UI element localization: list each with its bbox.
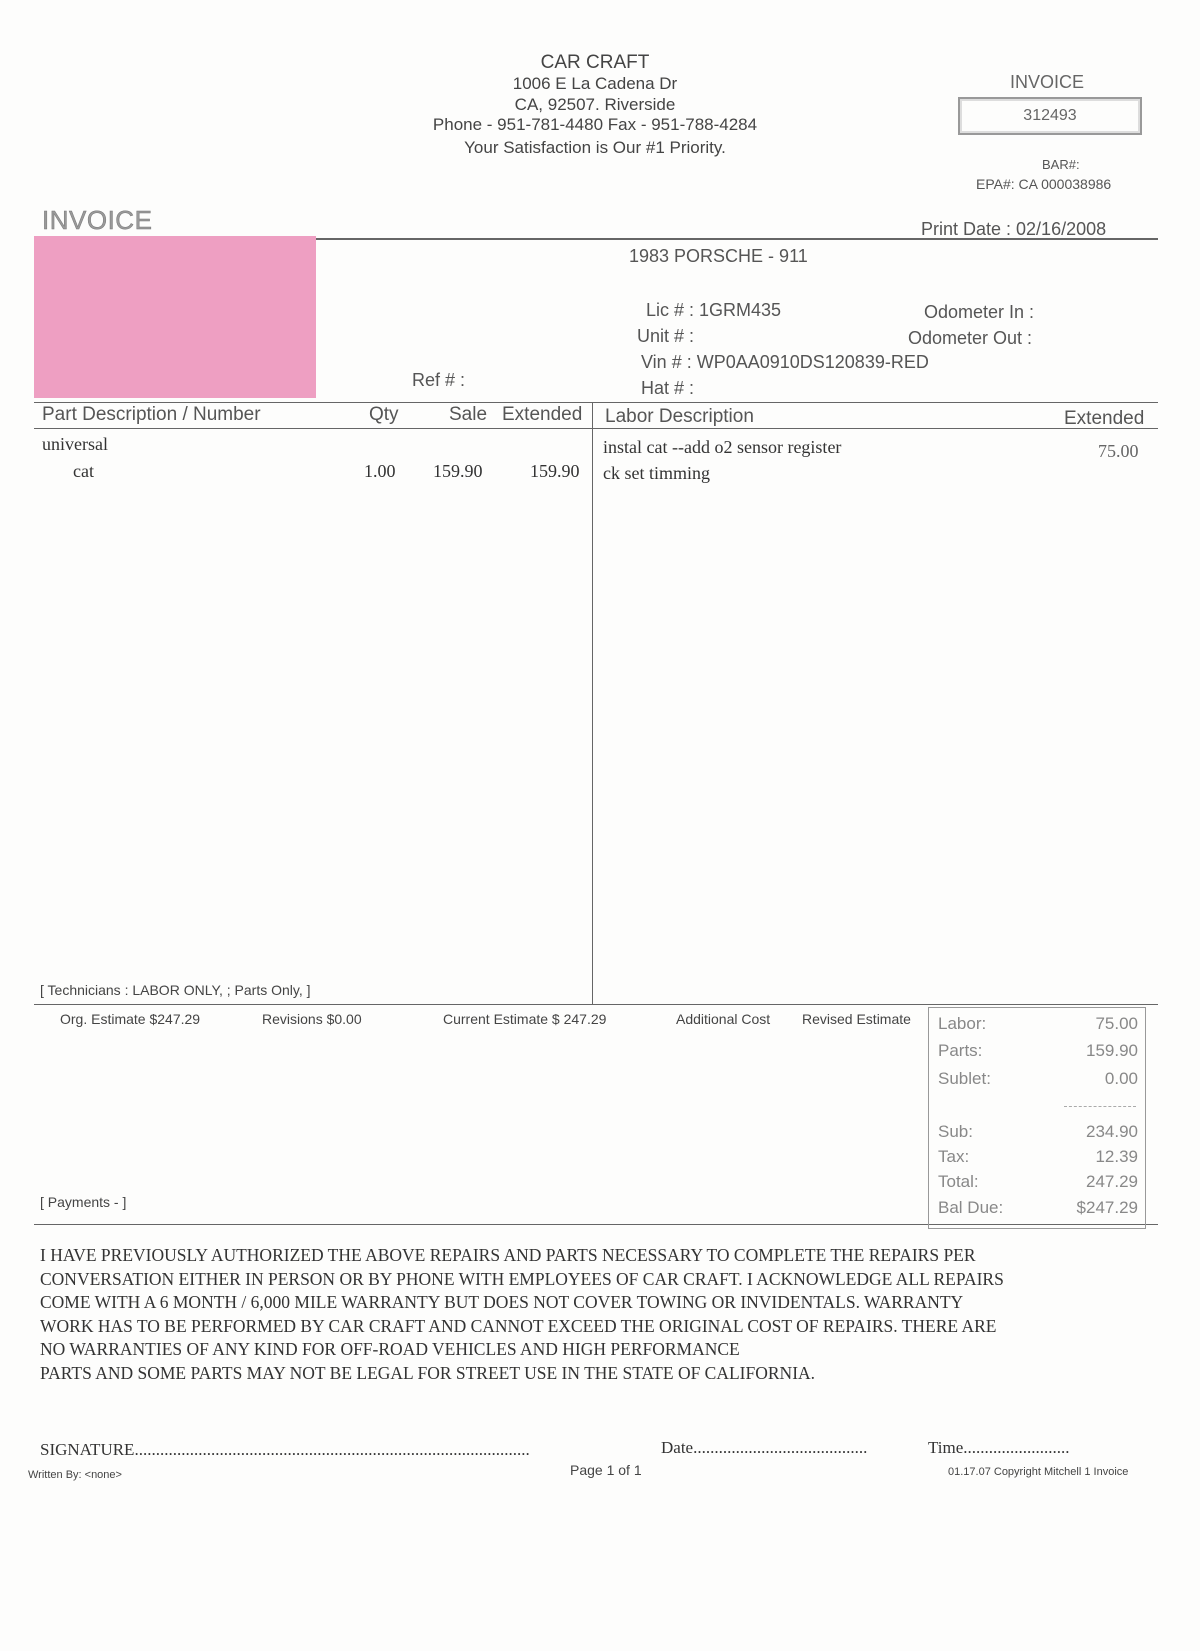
hat-number: Hat # : <box>641 378 695 398</box>
part-description-line-1: universal <box>42 434 108 454</box>
warranty-line: NO WARRANTIES OF ANY KIND FOR OFF-ROAD VEHICLES AND HIGH PERFORMANCE <box>40 1339 740 1359</box>
table-header-bottom-rule <box>34 428 1158 429</box>
labor-header-description: Labor Description <box>605 406 754 427</box>
company-name: CAR CRAFT <box>540 52 650 73</box>
company-slogan: Your Satisfaction is Our #1 Priority. <box>464 138 726 157</box>
parts-labor-divider <box>592 402 593 1004</box>
unit-number: Unit # : <box>637 326 695 346</box>
org-estimate: Org. Estimate $247.29 <box>60 1011 201 1027</box>
part-description-line-2: cat <box>73 461 94 481</box>
print-date: Print Date : 02/16/2008 <box>921 219 1107 239</box>
payments-note: [ Payments - ] <box>40 1194 127 1210</box>
tax-label: Tax: <box>938 1147 970 1166</box>
labor-description-line-2: ck set timming <box>603 463 710 483</box>
subtotal-divider <box>1064 1106 1136 1107</box>
parts-header-description: Part Description / Number <box>42 404 261 425</box>
redacted-customer-info <box>34 236 316 398</box>
table-header-top-rule <box>34 402 1158 403</box>
invoice-label-left: INVOICE <box>42 205 153 235</box>
warranty-line: WORK HAS TO BE PERFORMED BY CAR CRAFT AND CANNOT EXCEED THE ORIGINAL COST OF REPAIRS. THERE ARE <box>40 1315 997 1336</box>
signature-line: SIGNATURE............................................................................................. <box>40 1440 530 1459</box>
invoice-number: 312493 <box>1023 107 1077 124</box>
company-address-line-2: CA, 92507. Riverside <box>514 95 676 114</box>
additional-cost: Additional Cost <box>676 1011 771 1027</box>
labor-total-label: Labor: <box>938 1014 987 1033</box>
written-by: Written By: <none> <box>28 1469 122 1481</box>
balance-due: $247.29 <box>1076 1198 1138 1217</box>
labor-extended: 75.00 <box>1098 441 1139 461</box>
sub-total-label: Sub: <box>938 1122 973 1141</box>
vin-number: Vin # : WP0AA0910DS120839-RED <box>641 352 929 372</box>
labor-description-line-1: instal cat --add o2 sensor register <box>603 437 842 457</box>
part-qty: 1.00 <box>364 461 396 481</box>
company-address-line-1: 1006 E La Cadena Dr <box>512 74 678 93</box>
warranty-text <box>40 1244 1150 1385</box>
invoice-label-right: INVOICE <box>1010 72 1085 92</box>
tax-total: 12.39 <box>1095 1147 1138 1166</box>
part-extended: 159.90 <box>530 461 580 481</box>
part-sale: 159.90 <box>433 461 483 481</box>
parts-total-label: Parts: <box>938 1041 983 1060</box>
company-contact: Phone - 951-781-4480 Fax - 951-788-4284 <box>432 115 758 134</box>
warranty-line: CONVERSATION EITHER IN PERSON OR BY PHONE WITH EMPLOYEES OF CAR CRAFT. I ACKNOWLEDGE ALL REPAIRS <box>40 1268 1004 1289</box>
odometer-in: Odometer In : <box>924 302 1035 322</box>
odometer-out: Odometer Out : <box>908 328 1033 348</box>
warranty-line: PARTS AND SOME PARTS MAY NOT BE LEGAL FOR STREET USE IN THE STATE OF CALIFORNIA. <box>40 1362 816 1383</box>
estimates-top-rule <box>34 1004 1158 1005</box>
labor-header-extended: Extended <box>1064 408 1145 429</box>
invoice-number-box <box>958 97 1142 135</box>
current-estimate: Current Estimate $ 247.29 <box>443 1011 607 1027</box>
parts-header-sale: Sale <box>449 404 488 425</box>
labor-total: 75.00 <box>1095 1014 1138 1033</box>
license-number: Lic # : 1GRM435 <box>646 300 782 320</box>
grand-total: 247.29 <box>1086 1172 1138 1191</box>
warranty-line: I HAVE PREVIOUSLY AUTHORIZED THE ABOVE REPAIRS AND PARTS NECESSARY TO COMPLETE THE REPAIRS PER <box>40 1245 976 1265</box>
copyright: 01.17.07 Copyright Mitchell 1 Invoice <box>948 1466 1129 1478</box>
parts-header-extended: Extended <box>502 404 583 425</box>
grand-total-label: Total: <box>938 1172 979 1191</box>
sublet-total-label: Sublet: <box>938 1069 991 1088</box>
revisions: Revisions $0.00 <box>262 1011 362 1027</box>
revised-estimate: Revised Estimate <box>802 1011 911 1027</box>
bar-number: BAR#: <box>1042 157 1080 172</box>
date-line: Date......................................... <box>661 1438 868 1457</box>
parts-total: 159.90 <box>1086 1041 1138 1060</box>
balance-due-label: Bal Due: <box>938 1198 1004 1217</box>
page-number: Page 1 of 1 <box>570 1462 642 1478</box>
sub-total: 234.90 <box>1086 1122 1138 1141</box>
technicians-note: [ Technicians : LABOR ONLY, ; Parts Only, ] <box>40 982 311 998</box>
ref-number: Ref # : <box>412 370 466 390</box>
epa-number: EPA#: CA 000038986 <box>976 176 1112 192</box>
warranty-line: COME WITH A 6 MONTH / 6,000 MILE WARRANTY BUT DOES NOT COVER TOWING OR INVIDENTALS. WARRANTY <box>40 1292 964 1312</box>
time-line: Time......................... <box>928 1438 1070 1457</box>
vehicle-title: 1983 PORSCHE - 911 <box>629 246 808 266</box>
sublet-total: 0.00 <box>1104 1069 1138 1088</box>
parts-header-qty: Qty <box>369 404 399 425</box>
